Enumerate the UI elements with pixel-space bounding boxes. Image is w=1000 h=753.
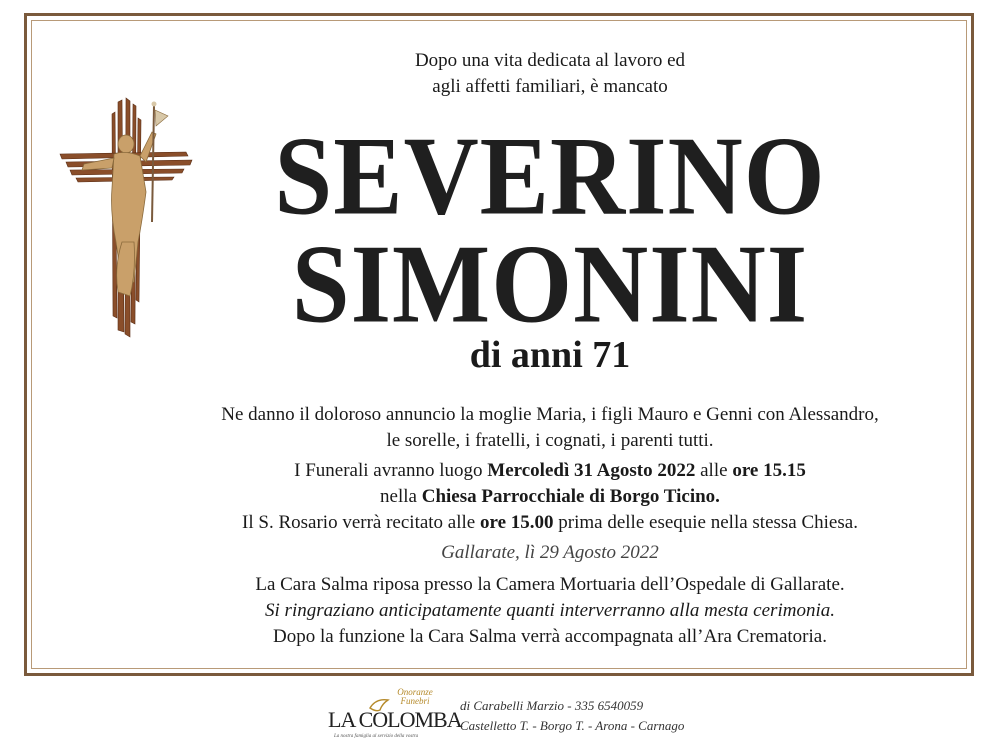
rosary-outro-text: prima delle esequie nella stessa Chiesa. [553,512,858,533]
rosary-time: ore 15.00 [479,512,554,533]
funeral-line-2 [130,484,970,510]
closing-line-salma: La Cara Salma riposa presso la Camera Mortuaria dell’Ospedale di Gallarate. [255,574,845,595]
funeral-time: ore 15.15 [732,460,806,481]
closing-line-cremation: Dopo la funzione la Cara Salma verrà accompagnata all’Ara Crematoria. [273,626,827,647]
funeral-line-1 [130,458,970,484]
logo-script-line: Onoranze [397,687,433,697]
announcement-text [130,402,970,454]
intro-line: agli affetti familiari, è mancato [432,76,668,97]
deceased-age: di anni 71 [469,334,631,376]
contact-line: Castelletto T. - Borgo T. - Arona - Carnago [460,718,685,733]
funeral-church: Chiesa Parrocchiale di Borgo Ticino. [421,486,720,507]
intro-text [250,48,850,100]
funeral-intro-text: I Funerali avranno luogo [294,460,488,481]
funeral-home-contact [460,696,684,736]
deceased-last-name: SIMONINI [291,222,809,347]
logo-script-text [390,688,440,706]
intro-line: Dopo una vita dedicata al lavoro ed [414,50,686,71]
announcement-line: Ne danno il doloroso annuncio la moglie Maria, i figli Mauro e Genni con Alessandro, [221,404,879,425]
logo-tagline: La nostra famiglia al servizio della vostra [334,734,419,739]
announcement-line: le sorelle, i fratelli, i cognati, i parenti tutti. [386,430,714,451]
logo-wordmark: LA COLOMBA [328,707,462,732]
contact-line: di Carabelli Marzio - 335 6540059 [460,698,644,713]
la-colomba-logo [328,687,462,748]
crucifix-icon [56,92,196,342]
rosary-intro-text: Il S. Rosario verrà recitato alle [242,512,480,533]
closing-line-thanks: Si ringraziano anticipatamente quanti interverranno alla mesta cerimonia. [265,600,835,621]
closing-text [130,572,970,650]
funeral-date: Mercoledì 31 Agosto 2022 [487,460,696,481]
funeral-details [130,458,970,536]
funeral-home-footer [320,688,720,748]
deceased-first-name: SEVERINO [274,114,826,239]
rosary-line [130,510,970,536]
dateline: Gallarate, lì 29 Agosto 2022 [441,542,659,563]
logo-script-line: Funebri [400,696,430,706]
funeral-connector-text: alle [695,460,733,481]
funeral-place-prefix: nella [380,486,422,507]
